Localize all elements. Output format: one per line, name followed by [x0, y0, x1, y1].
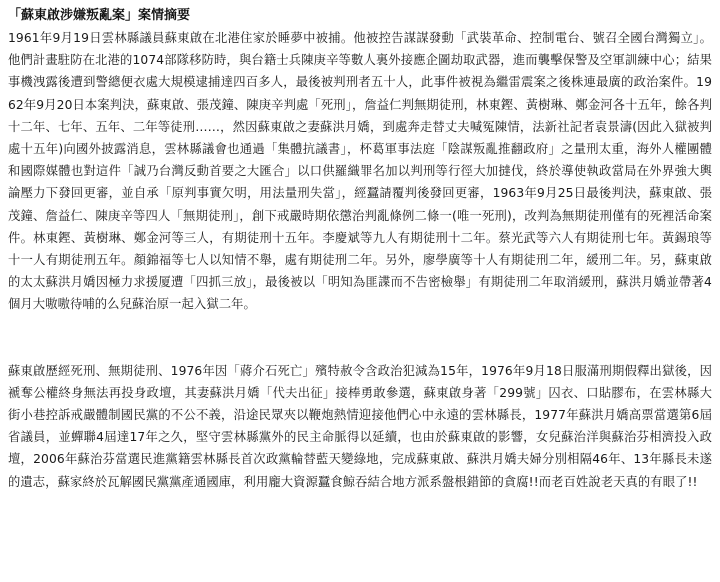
document-title: 「蘇東啟涉嫌叛亂案」案情摘要 — [8, 8, 191, 23]
aftermath-paragraph: 蘇東啟歷經死刑、無期徒刑、1976年因「蔣介石死亡」殯特赦令含政治犯減為15年，1976年9月18日服滿刑期假釋出獄後，因褫奪公權終身無法再投身政壇，其妻蘇洪月嬌「代夫出征」接棒勇敢參選，蘇東啟身著「299號」囚衣、口貼膠布，在雲林縣大街小巷控訴戒嚴體制國民黨的不公不義，沿途民眾夾以鞭炮熱情迎接他們心中永遠的雲林縣長，1977年蘇洪月嬌高票當選第6屆省議員，並蟬聯4屆達17年之久，堅守雲林縣黨外的民主命脈得以延續，也由於蘇東啟的影響，女兒蘇治洋與蘇治芬相濟投入政壇，2006年蘇治芬當選民進黨籍雲林縣長首次政黨輪替藍天變綠地，完成蘇東啟、蘇洪月嬌夫婦分別相隔46年、13年縣長未遂的遺志，蘇家終於瓦解國民黨黨產通國庫，利用龐大資源蠶食鯨吞結合地方派系盤根錯節的貪腐!!而老百姓說老天真的有眼了!! — [8, 363, 712, 489]
case-summary-paragraph: 1961年9月19日雲林縣議員蘇東啟在北港住家於睡夢中被捕。他被控告謀謀發動「武裝革命、控制電台、號召全國台灣獨立」。他們計畫駐防在北港的1074部隊移防時，與台籍士兵陳庚辛等數人裏外接應企圖劫取武器，進而襲擊保警及空軍訓練中心；結果事機洩露後遭到警總便衣處大規模逮捕達四百多人，最後被判刑者五十人，此事件被視為繼雷震案之後株連最廣的政治案件。1962年9月20日本案判決，蘇東啟、張茂鐘、陳庚辛判處「死刑」，詹益仁判無期徒刑，林東鏗、黃樹琳、鄭金河各十五年，餘各判十二年、七年、五年、二年等徒刑……，然因蘇東啟之妻蘇洪月嬌，到處奔走替丈夫喊冤陳情，法新社記者袁景濤(因此入獄被判處十五年)向國外披露消息，雲林縣議會也通過「集體抗議書」，杯葛軍事法庭「陰謀叛亂推翻政府」之量刑太重，海外人權團體和國際媒體也對這件「誠乃台灣反動首要之大匯合」以口供羅織罪名加以判刑等行徑大加撻伐，終於導使執政當局在外界強大輿論壓力下發回更審，並自承「原判事實欠明，用法量刑失當」，經蠶請覆判後發回更審，1963年9月25日最後判決，蘇東啟、張茂鐘、詹益仁、陳庚辛等四人「無期徒刑」，創下戒嚴時期依懲治判亂條例二條一(唯一死刑)，改判為無期徒刑僅有的死裡活命案件。林東鏗、黃樹琳、鄭金河等三人，有期徒刑十五年。李慶斌等九人有期徒刑十二年。蔡光武等六人有期徒刑七年。黃錫琅等十一人有期徒刑五年。顏錦福等七人以知情不舉，處有期徒刑二年。另外，廖學廣等十人有期徒刑二年，緩刑二年。另，蘇東啟的太太蘇洪月嬌因極力求援厦遭「四抓三放」，最後被以「明知為匪諜而不告密檢舉」有期徒刑二年取消緩刑，蘇洪月嬌並帶著4個月大嗷嗷待哺的么兒蘇治原一起入獄二年。 — [8, 31, 712, 312]
paragraph-spacer — [8, 316, 712, 360]
